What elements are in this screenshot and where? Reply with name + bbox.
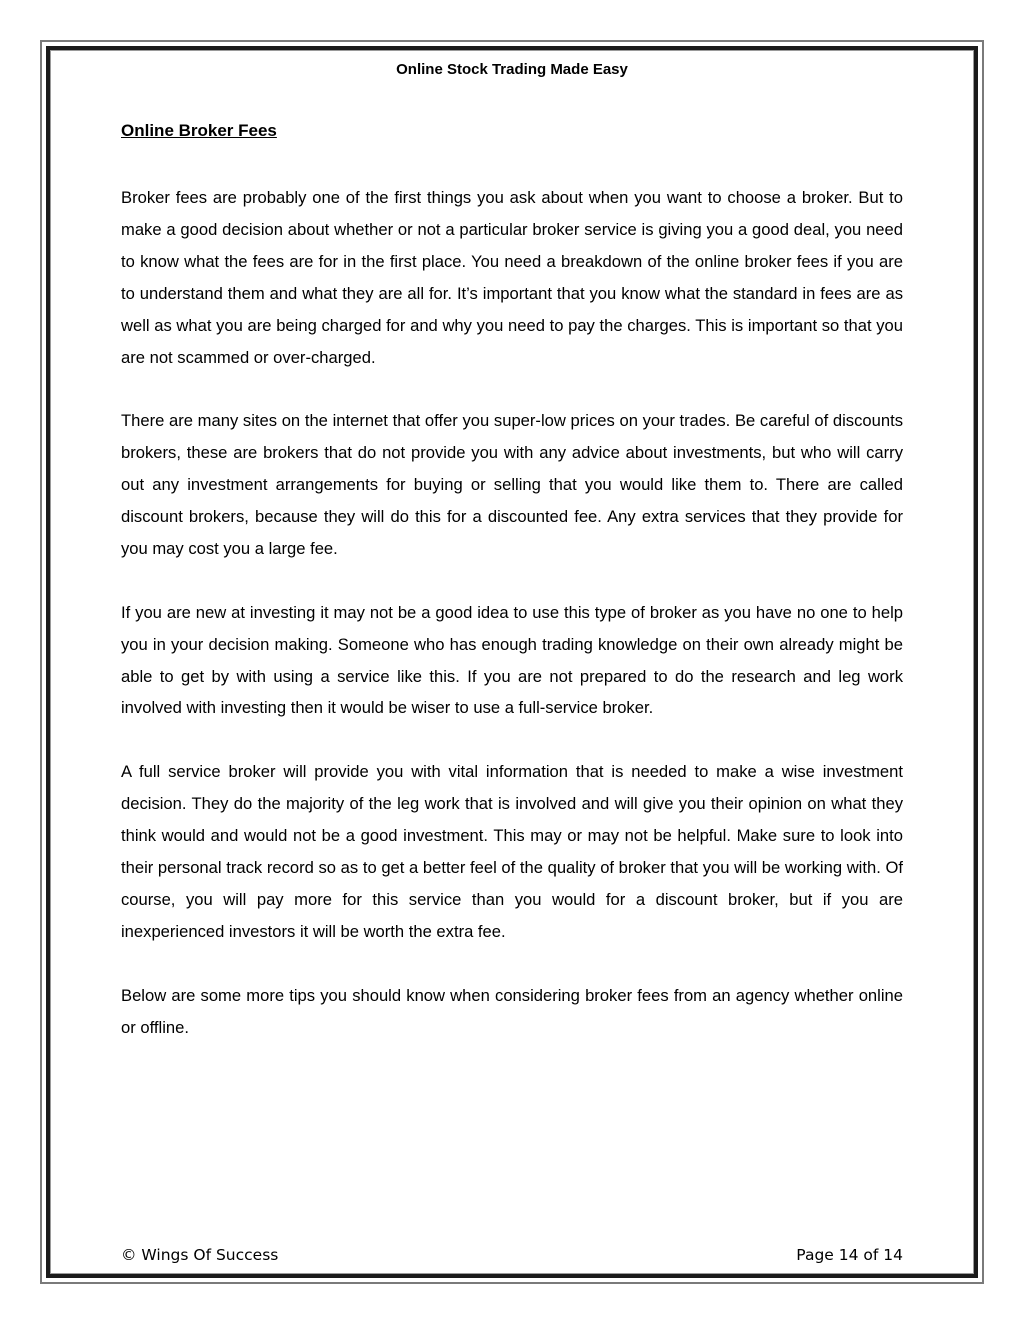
paragraph-4: A full service broker will provide you with vital information that is needed to make a wise investment decision. They do the majority of the leg work that is involved and will give you their opinion on what they think would and would not be a good investment. This may or may not be helpful. Make sure to look into their personal track record so as to get a better feel of the quality of broker that you will be working with. Of course, you will pay more for this service than you would for a discount broker, but if you are inexperienced investors it will be worth the extra fee. <box>121 762 903 941</box>
footer-copyright: © Wings Of Success <box>121 1246 279 1264</box>
page-content <box>121 119 903 1075</box>
paragraph-5: Below are some more tips you should know when considering broker fees from an agency whether online or offline. <box>121 985 903 1037</box>
page-footer <box>121 1244 903 1266</box>
running-header: Online Stock Trading Made Easy <box>396 61 628 78</box>
footer-page-number: Page 14 of 14 <box>796 1246 903 1264</box>
paragraph-2: There are many sites on the internet that offer you super-low prices on your trades. Be careful of discounts brokers, these are brokers that do not provide you with any advice about investments, but who will carry out any investment arrangements for buying or selling that you would like them to. There are called discount brokers, because they will do this for a discounted fee. Any extra services that they provide for you may cost you a large fee. <box>121 411 903 558</box>
paragraph-1: Broker fees are probably one of the first things you ask about when you want to choose a broker. But to make a good decision about whether or not a particular broker service is giving you a good deal, you need to know what the fees are for in the first place. You need a breakdown of the online broker fees if you are to understand them and what they are all for. It’s important that you know what the standard in fees are as well as what you are being charged for and why you need to pay the charges. This is important so that you are not scammed or over-charged. <box>121 188 903 367</box>
section-heading: Online Broker Fees <box>121 121 277 140</box>
paragraph-3: If you are new at investing it may not be a good idea to use this type of broker as you have no one to help you in your decision making. Someone who has enough trading knowledge on their own already might be able to get by with using a service like this. If you are not prepared to do the research and leg work involved with investing then it would be wiser to use a full-service broker. <box>121 602 903 718</box>
